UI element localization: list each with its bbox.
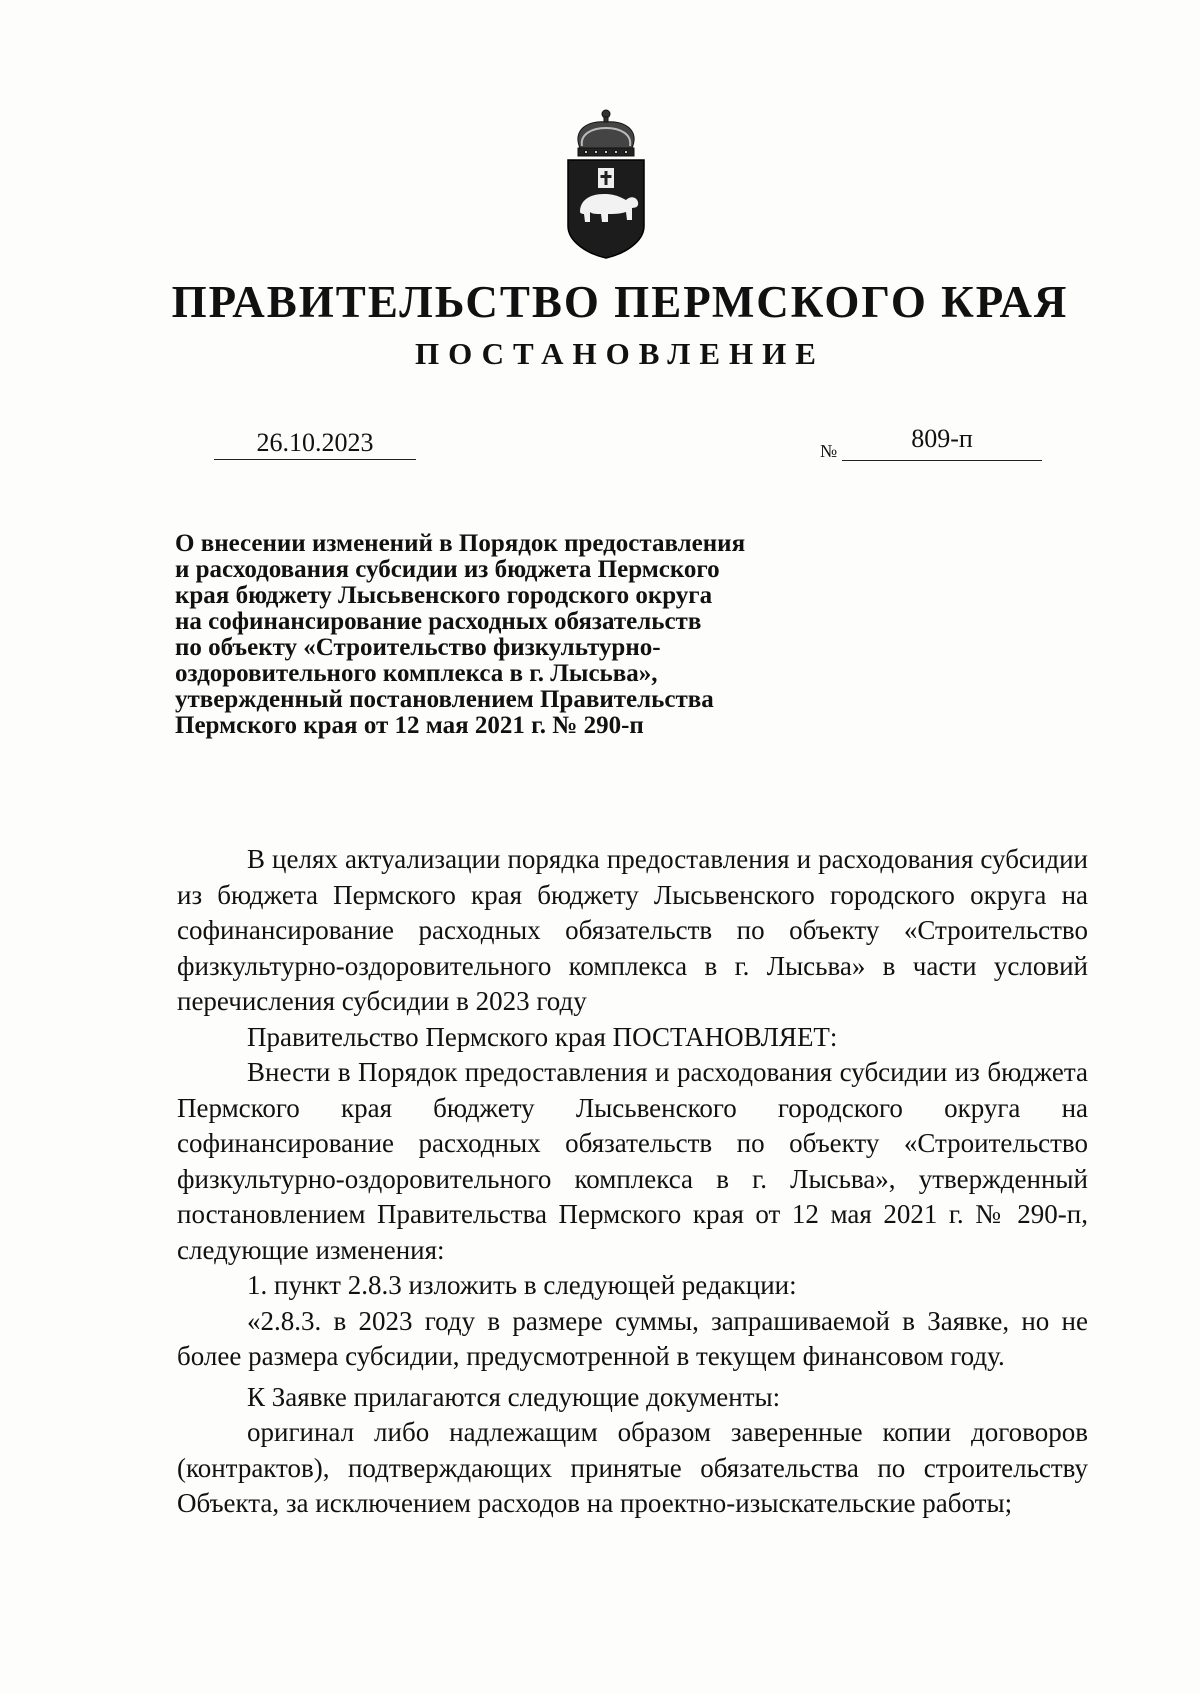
body-paragraph: В целях актуализации порядка предоставления и расходования субсидии из бюджета Пермского края бюджету Лысьвенского городского округа на софинансирование расходных обязательств по объекту «Строительство физкультурно-оздоровительного комплекса в г. Лысьва» в части условий перечисления субсидии в 2023 году [177, 844, 1088, 1016]
document-body [177, 842, 1088, 1522]
document-number: 809-п [842, 424, 1042, 461]
body-paragraph: К Заявке прилагаются следующие документы: [247, 1381, 781, 1412]
subject-line: Пермского края от 12 мая 2021 г. № 290-п [175, 712, 644, 739]
subject-line: утвержденный постановлением Правительства [175, 686, 714, 713]
body-paragraph: 1. пункт 2.8.3 изложить в следующей редакции: [247, 1270, 797, 1300]
document-type: ПОСТАНОВЛЕНИЕ [415, 336, 825, 371]
document-date: 26.10.2023 [214, 428, 416, 460]
body-paragraph: Внести в Порядок предоставления и расходования субсидии из бюджета Пермского края бюджету Лысьвенского городского округа на софинансирование расходных обязательств по объекту «Строительство физкультурно-оздоровительного комплекса в г. Лысьва», утвержденный постановлением Правительства Пермского края от 12 мая 2021 г. № 290-п, следующие изменения: [177, 1057, 1088, 1265]
subject-line: на софинансирование расходных обязательств [175, 608, 702, 635]
document-subject [175, 531, 835, 739]
body-paragraph: «2.8.3. в 2023 году в размере суммы, запрашиваемой в Заявке, но не более размера субсидии, предусмотренной в текущем финансовом году. [177, 1305, 1088, 1371]
government-title: ПРАВИТЕЛЬСТВО ПЕРМСКОГО КРАЯ [171, 277, 1069, 327]
coat-of-arms-icon [558, 108, 654, 260]
subject-line: О внесении изменений в Порядок предоставления [175, 530, 746, 557]
body-paragraph: оригинал либо надлежащим образом заверенные копии договоров (контрактов), подтверждающих принятые обязательства по строительству Объекта, за исключением расходов на проектно-изыскательские работы; [177, 1417, 1088, 1518]
subject-line: и расходования субсидии из бюджета Пермского [175, 556, 720, 583]
subject-line: оздоровительного комплекса в г. Лысьва», [175, 660, 658, 687]
subject-line: по объекту «Строительство физкультурно- [175, 634, 661, 661]
body-paragraph: Правительство Пермского края ПОСТАНОВЛЯЕТ: [247, 1021, 838, 1052]
number-sign: № [820, 441, 838, 461]
subject-line: края бюджету Лысьвенского городского округа [175, 582, 713, 609]
